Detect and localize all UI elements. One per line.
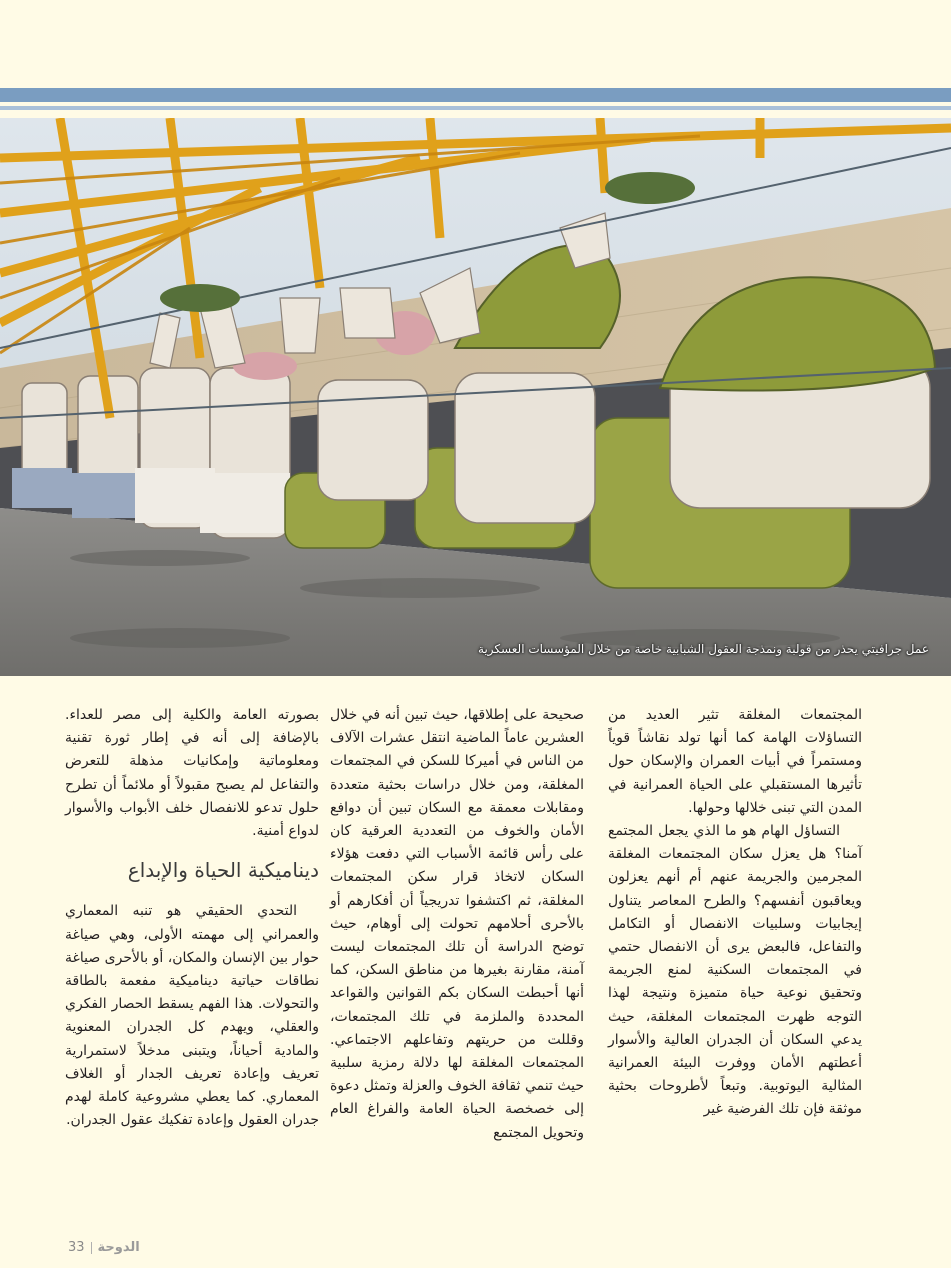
paragraph: المجتمعات المغلقة تثير العديد من التساؤلات الهامة كما أنها تولد نقاشاً قوياً ومستمراً في أبيات العمران والإسكان حول تأثيرها المستقبلي على الحياة العمرانية في المدن التي تبنى خلالها وحولها.: [608, 707, 862, 816]
footer-divider: [91, 1242, 92, 1254]
header-rule: [0, 88, 951, 102]
page-number: 33: [68, 1240, 85, 1255]
article-column-middle: [330, 704, 584, 1145]
header-rule-thin: [0, 106, 951, 110]
photo-caption: عمل جرافيتي يحذر من قولبة ونمذجة العقول الشبابية خاصة من خلال المؤسسات العسكرية: [478, 642, 929, 656]
magazine-name: الدوحة: [97, 1240, 140, 1255]
article-column-left: [65, 704, 319, 1132]
paragraph: صحيحة على إطلاقها، حيث تبين أنه في خلال العشرين عاماً الماضية انتقل عشرات الآلاف من الناس في أميركا للسكن في المجتمعات المغلقة، ومن خلال دراسات بحثية متعددة ومقابلات معمقة مع السكان تبين أن دوافع الأمان والخوف من التعددية العرقية كان على رأس قائمة الأسباب التي دفعت هؤلاء السكان لاتخاذ قرار سكن المجتمعات المغلقة، ثم اكتشفوا تدريجياً أن أفكارهم أو بالأحرى أحلامهم تحولت إلى أوهام، حيث توضح الدراسة أن تلك المجتمعات ليست آمنة، مقارنة بغيرها من مناطق السكن، كما أنها أحبطت السكان بكم القوانين والقواعد المحددة والملزمة في تلك المجتمعات، وقللت من حريتهم وتفاعلهم الاجتماعي. المجتمعات المغلقة لها دلالة رمزية سلبية حيث تنمي ثقافة الخوف والعزلة وتمثل دعوة إلى خصخصة الحياة العامة والفراغ العام وتحويل المجتمع: [330, 707, 584, 1141]
paragraph: بصورته العامة والكلية إلى مصر للعداء. بالإضافة إلى أنه في إطار ثورة تقنية ومعلوماتية وإمكانيات مذهلة للتعرض والتفاعل لم يصبح مقبولاً أو ملائماً أن تطرح حلول تدعو للانفصال خلف الأبواب والأسوار لدواع أمنية.: [65, 707, 319, 840]
article-column-right: [608, 704, 862, 1122]
page-footer: [68, 1240, 140, 1255]
paragraph: التساؤل الهام هو ما الذي يجعل المجتمع آمنا؟ هل يعزل سكان المجتمعات المغلقة المجرمين والجريمة عنهم أم أنهم يعزلون ويعاقبون أنفسهم؟ والطرح المعاصر يتناول إيجابيات وسلبيات الانفصال أو التكامل والتفاعل، فالبعض يرى أن الانفصال حتمي في المجتمعات السكنية لمنع الجريمة وتحقيق نوعية حياة متميزة ونتيجة لهذا التوجه ظهرت المجتمعات المغلقة، حيث يدعي السكان أن الجدران العالية والأسوار أعطتهم الأمان ووفرت البيئة العمرانية المثالية اليوتوبية. وتبعاً لأطروحات بحثية موثقة فإن تلك الفرضية غير: [608, 823, 862, 1118]
paragraph: التحدي الحقيقي هو تنبه المعماري والعمراني إلى مهمته الأولى، وهي صياغة حوار بين الإنسان والمكان، أو بالأحرى صياغة نطاقات حياتية ديناميكية مفعمة بالطاقة والتحولات. هذا الفهم يسقط الحصار الفكري والعقلي، ويهدم كل الجدران المعنوية والمادية أحياناً، ويتبنى مدخلاً لاستمرارية تعريف وإعادة تعريف الجدار أو الغلاف المعماري. كما يعطي مشروعية كاملة لهدم جدران العقول وإعادة تفكيك عقول الجدران.: [65, 903, 319, 1129]
graffiti-photo: [0, 118, 951, 676]
section-heading: ديناميكية الحياة والإبداع: [127, 858, 319, 883]
header-band: [0, 0, 951, 88]
